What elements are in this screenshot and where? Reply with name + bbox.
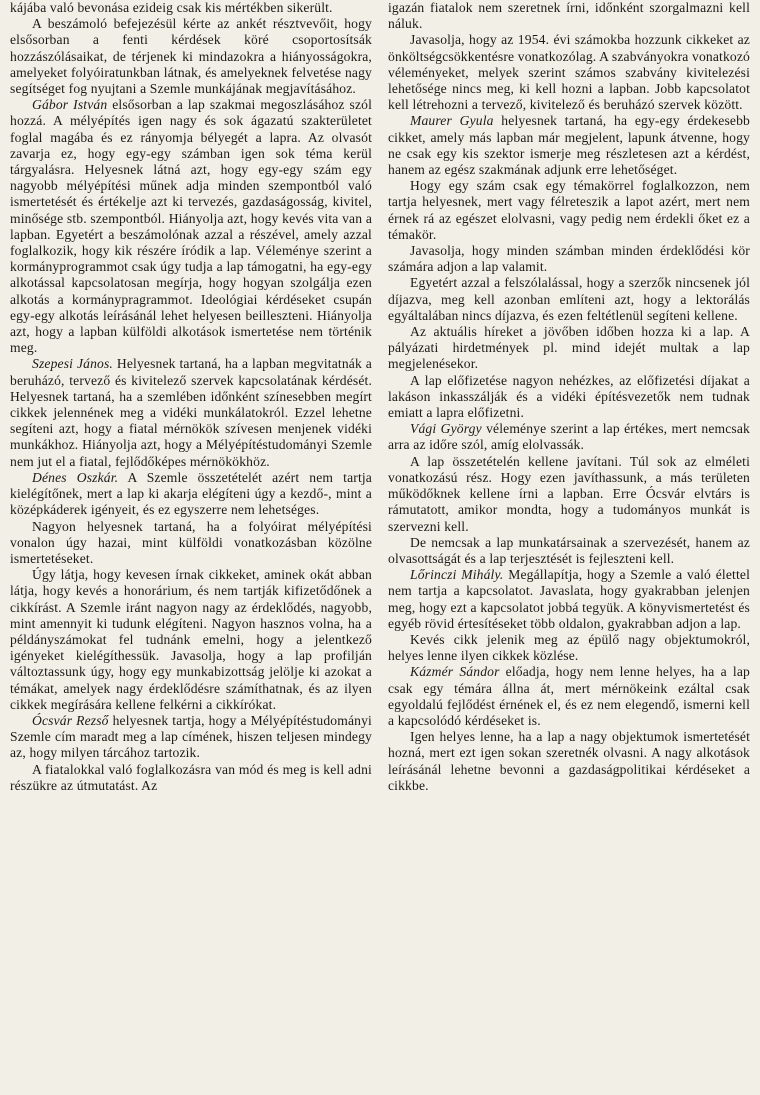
speaker-name: Szepesi János. [32, 356, 113, 372]
paragraph [388, 454, 750, 535]
paragraph-text: Helyesnek tartaná, ha a lapban megvitatnák a beruházó, tervező és kivitelező szervek kapcsolatának kérdését. Helyesnek tartaná, ha a szemlében időnként színesebben megírt cikkek jelennének meg a vidéki munkálatokról. Ezzel lehetne segíteni azt, hogy a fiatal mérnökök szívesen menjenek vidéki munkákhoz. Hiányolja azt, hogy a Mélyépítéstudományi Szemle nem jut el a fiatal, fejlődőképes mérnökökhöz. [10, 356, 372, 469]
paragraph-text: Javasolja, hogy az 1954. évi számokba hozzunk cikkeket az önköltségcsökkentésre vonatkozólag. A szabványokra vonatkozó véleményeket, melyek szerint számos szabvány kivitelezési lehetősége nincs meg, ki kell hozni a lapban. Jobb kapcsolatot kell létrehozni a tervező, kivitelező és beruházó szervek között. [388, 32, 750, 113]
paragraph [388, 632, 750, 664]
paragraph [388, 243, 750, 275]
paragraph [388, 664, 750, 729]
paragraph-text: elsősorban a lap szakmai megoszlásához szól hozzá. A mélyépítés igen nagy és sok ágazatú szakterületet foglal magába és ez rányomja bélyegét a lapra. Az olvasót zavarja ez, hogy egy-egy számban igen sok téma kerül tárgyalásra. Helyesnek látná azt, hogy egy-egy szám egy nagyobb mélyépítési műnek adja minden szempontból való ismertetését és értékelje azt ki tervezés, gazdaságosság, kivitel, minősége stb. szempontból. Hiányolja azt, hogy kevés vita van a lapban. Egyetért a beszámolónak azzal a részével, amely azzal foglalkozik, hogy kik részére íródik a lap. Véleménye szerint a kormányprogrammot csak úgy tudja a lap támogatni, ha egy-egy alkotással kapcsolatosan megírja, hogy hogyan szolgálja ezen alkotás a kormánypragrammot. Ideológiai kérdéseket csupán egy-egy alkotás leírásánál lehet helyesen beilleszteni. Hiányolja azt, hogy a lapban külföldi alkotások ismertetése nem történik meg. [10, 97, 372, 356]
speaker-name: Lőrinczi Mihály. [410, 567, 504, 583]
paragraph-text: A lap előfizetése nagyon nehézkes, az előfizetési díjakat a lakáson inkasszálják és a vidéki építésvezetők nem tudnak emiatt a lapra előfizetni. [388, 372, 750, 421]
paragraph-text: Igen helyes lenne, ha a lap a nagy objektumok ismertetését hozná, mert ezt igen sokan szeretnék olvasni. A nagy alkotások leírásánál lehetne bevonni a gazdaságpolitikai kérdéseket a cikkbe. [388, 729, 750, 793]
paragraph [388, 567, 750, 632]
paragraph [388, 178, 750, 243]
paragraph [10, 762, 372, 794]
left-column [10, 0, 372, 794]
paragraph-text: helyesnek tartaná, ha egy-egy érdekesebb cikket, amely más lapban már megjelent, lapunk átvenne, hogy ne csak egy kis szektor ismerje meg részletesen azt a kérdést, hanem az egész szakmának adjunk erre lehetőséget. [388, 113, 751, 178]
paragraph-text: A beszámoló befejezésül kérte az ankét résztvevőit, hogy elsősorban a fenti kérdések köré csoportosítsák hozzászólásaikat, de térjenek ki mindazokra a hiányosságokra, amelyeket folyóiratunkban látnak, és amelyeknek felvetése nagy segítséget fog nyujtani a Szemle munkájának megjavításához. [10, 16, 372, 97]
paragraph [388, 421, 750, 453]
paragraph [10, 0, 372, 16]
paragraph [388, 32, 750, 113]
paragraph-text: A Szemle összetételét azért nem tartja kielégítőnek, mert a lap ki akarja elégíteni úgy a kezdő-, mint a középkáderek igényeit, és ez egyszerre nem lehetséges. [10, 469, 372, 518]
paragraph-text: Javasolja, hogy minden számban minden érdeklődési kör számára adjon a lap valamit. [388, 243, 750, 275]
speaker-name: Ócsvár Rezső [32, 712, 109, 728]
paragraph-text: helyesnek tartja, hogy a Mélyépítéstudományi Szemle cím maradt meg a lap címének, hiszen teljesen mindegy az, hogy milyen tárcához tartozik. [10, 712, 372, 761]
paragraph-text: Úgy látja, hogy kevesen írnak cikkeket, aminek okát abban látja, hogy kevés a honorárium, és nem tartják kifizetődőnek a cikkírást. A Szemle iránt nagyon nagy az érdeklődés, nagyobb, mint amennyit ki tudunk elégíteni. Nagyon hasznos volna, ha a példányszámokat fel tudnánk emelni, hogy a jelentkező igényeket kielégíthessük. Javasolja, hogy a lap profilján változtassunk úgy, hogy egy munkabizottság jelölje ki azokat a témákat, amelyek nagy érdeklődésre számíthatnak, és az ilyen cikkek megírására kellene felkérni a cikkírókat. [10, 567, 372, 712]
right-column [388, 0, 750, 794]
paragraph-text: A fiatalokkal való foglalkozásra van mód és meg is kell adni részükre az útmutatást. Az [10, 761, 372, 793]
paragraph [388, 373, 750, 422]
paragraph-text: véleménye szerint a lap értékes, mert nemcsak arra az időre szól, amíg elolvassák. [388, 421, 750, 453]
paragraph [10, 567, 372, 713]
paragraph [388, 113, 750, 178]
paragraph [10, 713, 372, 762]
paragraph-text: De nemcsak a lap munkatársainak a szervezését, hanem az olvasottságát és a lap terjesztését is fejleszteni kell. [388, 534, 750, 566]
paragraph-text: Az aktuális híreket a jövőben időben hozza ki a lap. A pályázati hirdetmények pl. mind idejét multak a lap megjelenésekor. [388, 324, 750, 372]
paragraph-text: előadja, hogy nem lenne helyes, ha a lap csak egy témára állna át, mert mérnökeink ezáltal csak egyoldalú fejlődést érnének el, és ez nem elegendő, ismerni kell a kapcsolódó kérdéseket is. [388, 664, 750, 728]
paragraph [10, 16, 372, 97]
paragraph-text: Nagyon helyesnek tartaná, ha a folyóirat mélyépítési vonalon úgy hazai, mint külföldi vonatkozásban közölne ismertetéseket. [10, 518, 372, 566]
paragraph-text: Kevés cikk jelenik meg az épülő nagy objektumokról, helyes lenne ilyen cikkek közlése. [388, 631, 750, 664]
paragraph [10, 97, 372, 356]
paragraph [10, 519, 372, 568]
paragraph-text: kájába való bevonása ezideig csak kis mértékben sikerült. [10, 0, 333, 15]
paragraph [388, 535, 750, 567]
speaker-name: Gábor István [32, 97, 108, 113]
paragraph [388, 0, 750, 32]
paragraph [388, 324, 750, 373]
speaker-name: Kázmér Sándor [410, 664, 500, 680]
paragraph-text: Egyetért azzal a felszólalással, hogy a szerzők nincsenek jól díjazva, meg kell azonban említeni azt, hogy a lektorálás egyáltalában nincs díjazva, és ezen feltétlenül segíteni kellene. [388, 275, 750, 323]
speaker-name: Maurer Gyula [410, 113, 494, 129]
paragraph-text: A lap összetételén kellene javítani. Túl sok az elméleti vonatkozású rész. Hogy ezen javíthassunk, a más területen működőknek kellene írni a lapban. Erre Ócsvár elvtárs is rámutatott, amikor mondta, hogy a tudományos munkát is szervezni kell. [388, 453, 750, 534]
paragraph [388, 275, 750, 324]
paragraph [388, 729, 750, 794]
paragraph-text: igazán fiatalok nem szeretnek írni, időnként szorgalmazni kell náluk. [388, 0, 750, 32]
paragraph-text: Hogy egy szám csak egy témakörrel foglalkozzon, nem tartja helyesnek, mert vagy félreteszik a lapot azért, mert nem érnek rá az egészet elolvasni, vagy pedig nem érdekli őket ez a témakör. [388, 178, 750, 242]
paragraph-text: Megállapítja, hogy a Szemle a való élettel nem tartja a kapcsolatot. Javaslata, hogy gyakrabban jelenjen meg, hogy ezt a kapcsolatot jobbá tegyük. A könyvismertetést és egyéb rövid értesítéseket több oldalon, gyakrabban adjon a lap. [388, 567, 750, 631]
speaker-name: Vági György [410, 421, 482, 437]
speaker-name: Dénes Oszkár. [32, 469, 119, 485]
paragraph [10, 470, 372, 519]
paragraph [10, 356, 372, 469]
